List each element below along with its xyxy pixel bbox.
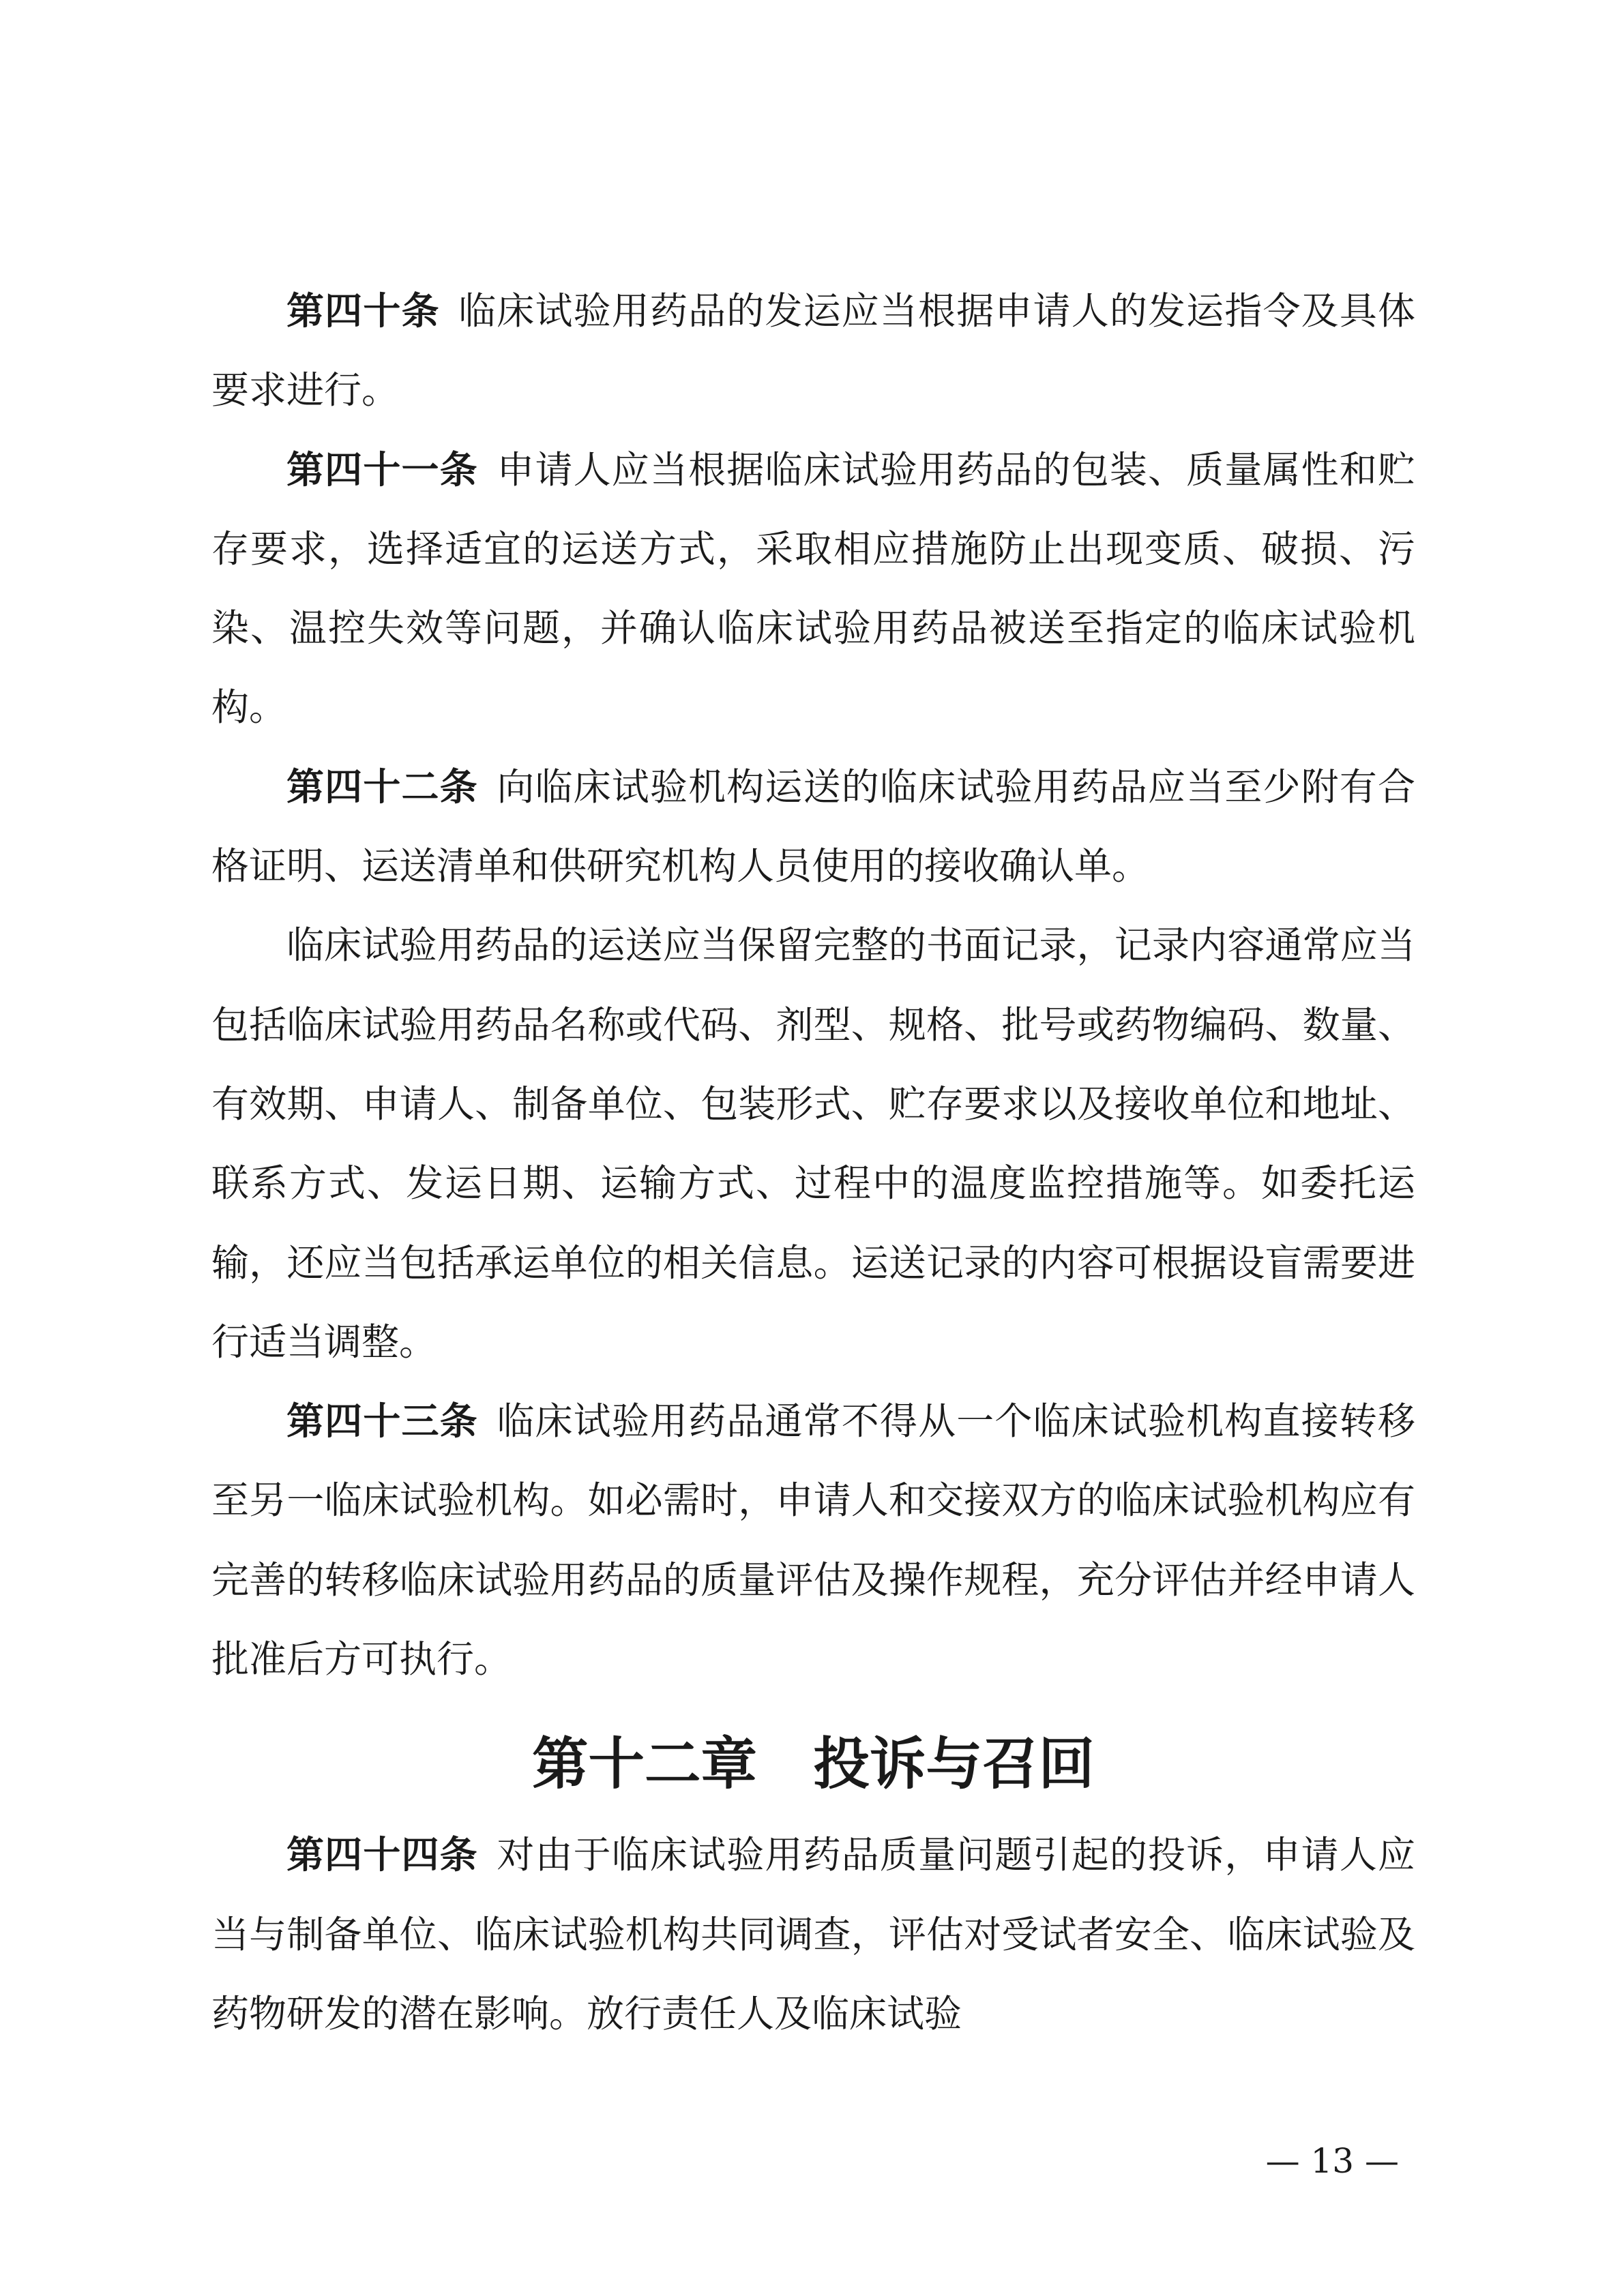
page-number: — 13 — bbox=[1265, 2141, 1399, 2181]
chapter-title: 投诉与召回 bbox=[813, 1731, 1095, 1798]
article-title: 第四十一条 bbox=[286, 447, 478, 492]
article-41 bbox=[211, 430, 1415, 747]
article-body: 对由于临床试验用药品质量问题引起的投诉，申请人应当与制备单位、临床试验机构共同调查，评估对受试者安全、临床试验及药物研发的潜在影响。放行责任人及临床试验 bbox=[211, 1833, 1415, 2036]
article-body: 申请人应当根据临床试验用药品的包装、质量属性和贮存要求，选择适宜的运送方式，采取相应措施防止出现变质、破损、污染、温控失效等问题，并确认临床试验用药品被送至指定的临床试验机构。 bbox=[211, 447, 1415, 730]
article-title: 第四十条 bbox=[286, 289, 440, 333]
article-title: 第四十四条 bbox=[286, 1833, 478, 1877]
article-title: 第四十二条 bbox=[286, 764, 478, 809]
chapter-number: 第十二章 bbox=[532, 1731, 757, 1798]
body-text bbox=[211, 271, 1415, 2053]
article-body: 临床试验用药品通常不得从一个临床试验机构直接转移至另一临床试验机构。如必需时，申请人和交接双方的临床试验机构应有完善的转移临床试验用药品的质量评估及操作规程，充分评估并经申请人批准后方可执行。 bbox=[211, 1399, 1415, 1682]
article-42 bbox=[211, 747, 1415, 906]
article-42-paragraph-2: 临床试验用药品的运送应当保留完整的书面记录，记录内容通常应当包括临床试验用药品名称或代码、剂型、规格、批号或药物编码、数量、有效期、申请人、制备单位、包装形式、贮存要求以及接收单位和地址、联系方式、发运日期、运输方式、过程中的温度监控措施等。如委托运输，还应当包括承运单位的相关信息。运送记录的内容可根据设盲需要进行适当调整。 bbox=[211, 923, 1415, 1364]
article-44 bbox=[211, 1815, 1415, 2053]
article-body: 向临床试验机构运送的临床试验用药品应当至少附有合格证明、运送清单和供研究机构人员使用的接收确认单。 bbox=[211, 764, 1415, 889]
article-43 bbox=[211, 1382, 1415, 1699]
article-body: 临床试验用药品的发运应当根据申请人的发运指令及具体要求进行。 bbox=[211, 289, 1415, 413]
chapter-heading bbox=[211, 1699, 1415, 1815]
article-title: 第四十三条 bbox=[286, 1399, 478, 1444]
article-40 bbox=[211, 271, 1415, 430]
